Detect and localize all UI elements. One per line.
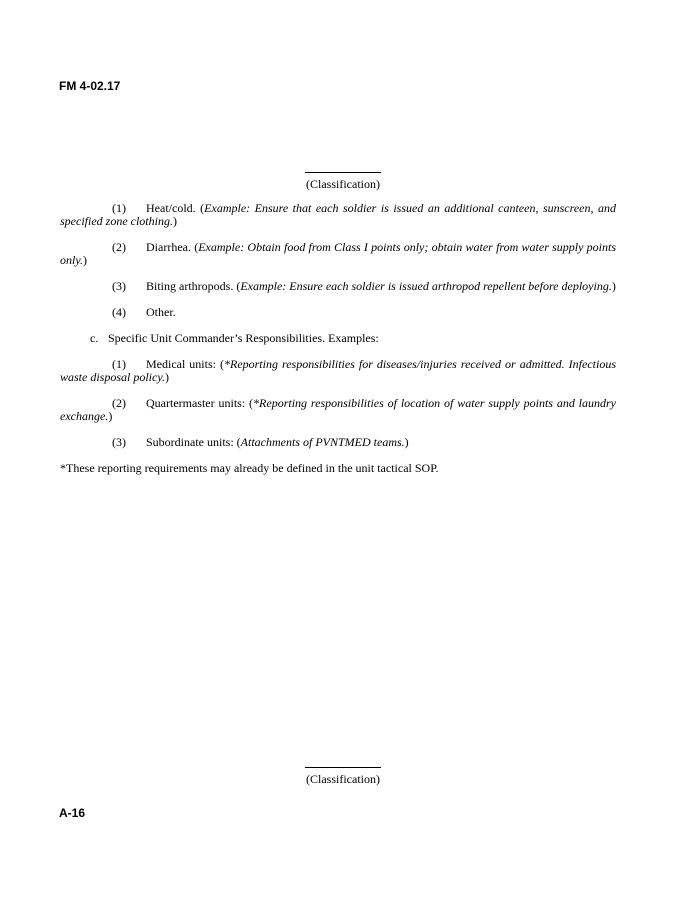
list-item (60, 306, 616, 319)
classification-bottom (280, 767, 406, 787)
item-example: Example: Ensure each soldier is issued arthropod repellent before deploying. (240, 279, 612, 293)
list-item: (2) Diarrhea. (Example: Obtain food from Class I points only; obtain water from water supply points only.) (60, 240, 616, 267)
list-item: (3) Subordinate units: (Attachments of PVNTMED teams.) (112, 435, 409, 449)
list-item: (3) Biting arthropods. (Example: Ensure each soldier is issued arthropod repellent before deploying.) (112, 279, 616, 293)
section-heading (60, 332, 616, 345)
classification-label: (Classification) (306, 177, 380, 191)
item-label: Heat/cold. (146, 201, 196, 215)
list-item: (1) Medical units: (*Reporting responsibilities for diseases/injuries received or admitted. Infectious waste disposal policy.) (60, 357, 616, 384)
item-label: Medical units: (146, 357, 216, 371)
item-example: *Reporting responsibilities of location of water supply points and laundry exchange. (60, 396, 617, 423)
section-title: Specific Unit Commander’s Responsibilities. Examples: (108, 331, 379, 345)
item-label: Other. (146, 305, 176, 319)
item-number: (2) (112, 396, 126, 410)
item-label: Biting arthropods. (146, 279, 234, 293)
classification-top (280, 172, 406, 192)
item-number: (2) (112, 240, 126, 254)
list-item: (2) Quartermaster units: (*Reporting responsibilities of location of water supply points and laundry exchange.) (60, 396, 617, 423)
item-example: *Reporting responsibilities for diseases/injuries received or admitted. Infectious waste disposal policy. (60, 357, 616, 384)
item-label: Quartermaster units: (146, 396, 246, 410)
item-example: Example: Obtain food from Class I points only; obtain water from water supply points only. (60, 240, 616, 267)
item-number: (1) (112, 201, 126, 215)
classification-label: (Classification) (306, 772, 380, 786)
footnote: *These reporting requirements may already be defined in the unit tactical SOP. (60, 461, 439, 475)
page-number: A-16 (59, 806, 86, 820)
classification-rule (305, 172, 381, 173)
item-label: Diarrhea. (146, 240, 191, 254)
document-id: FM 4-02.17 (59, 79, 121, 93)
section-letter: c. (90, 331, 99, 345)
item-number: (4) (112, 305, 126, 319)
document-body (60, 202, 616, 475)
item-number: (3) (112, 435, 126, 449)
item-number: (1) (112, 357, 126, 371)
classification-rule (305, 767, 381, 768)
item-number: (3) (112, 279, 126, 293)
item-example: Attachments of PVNTMED teams. (240, 435, 405, 449)
item-example: Example: Ensure that each soldier is issued an additional canteen, sunscreen, and specified zone clothing. (60, 201, 616, 228)
item-label: Subordinate units: (146, 435, 234, 449)
list-item: (1) Heat/cold. (Example: Ensure that each soldier is issued an additional canteen, sunscreen, and specified zone clothing.) (60, 201, 616, 228)
